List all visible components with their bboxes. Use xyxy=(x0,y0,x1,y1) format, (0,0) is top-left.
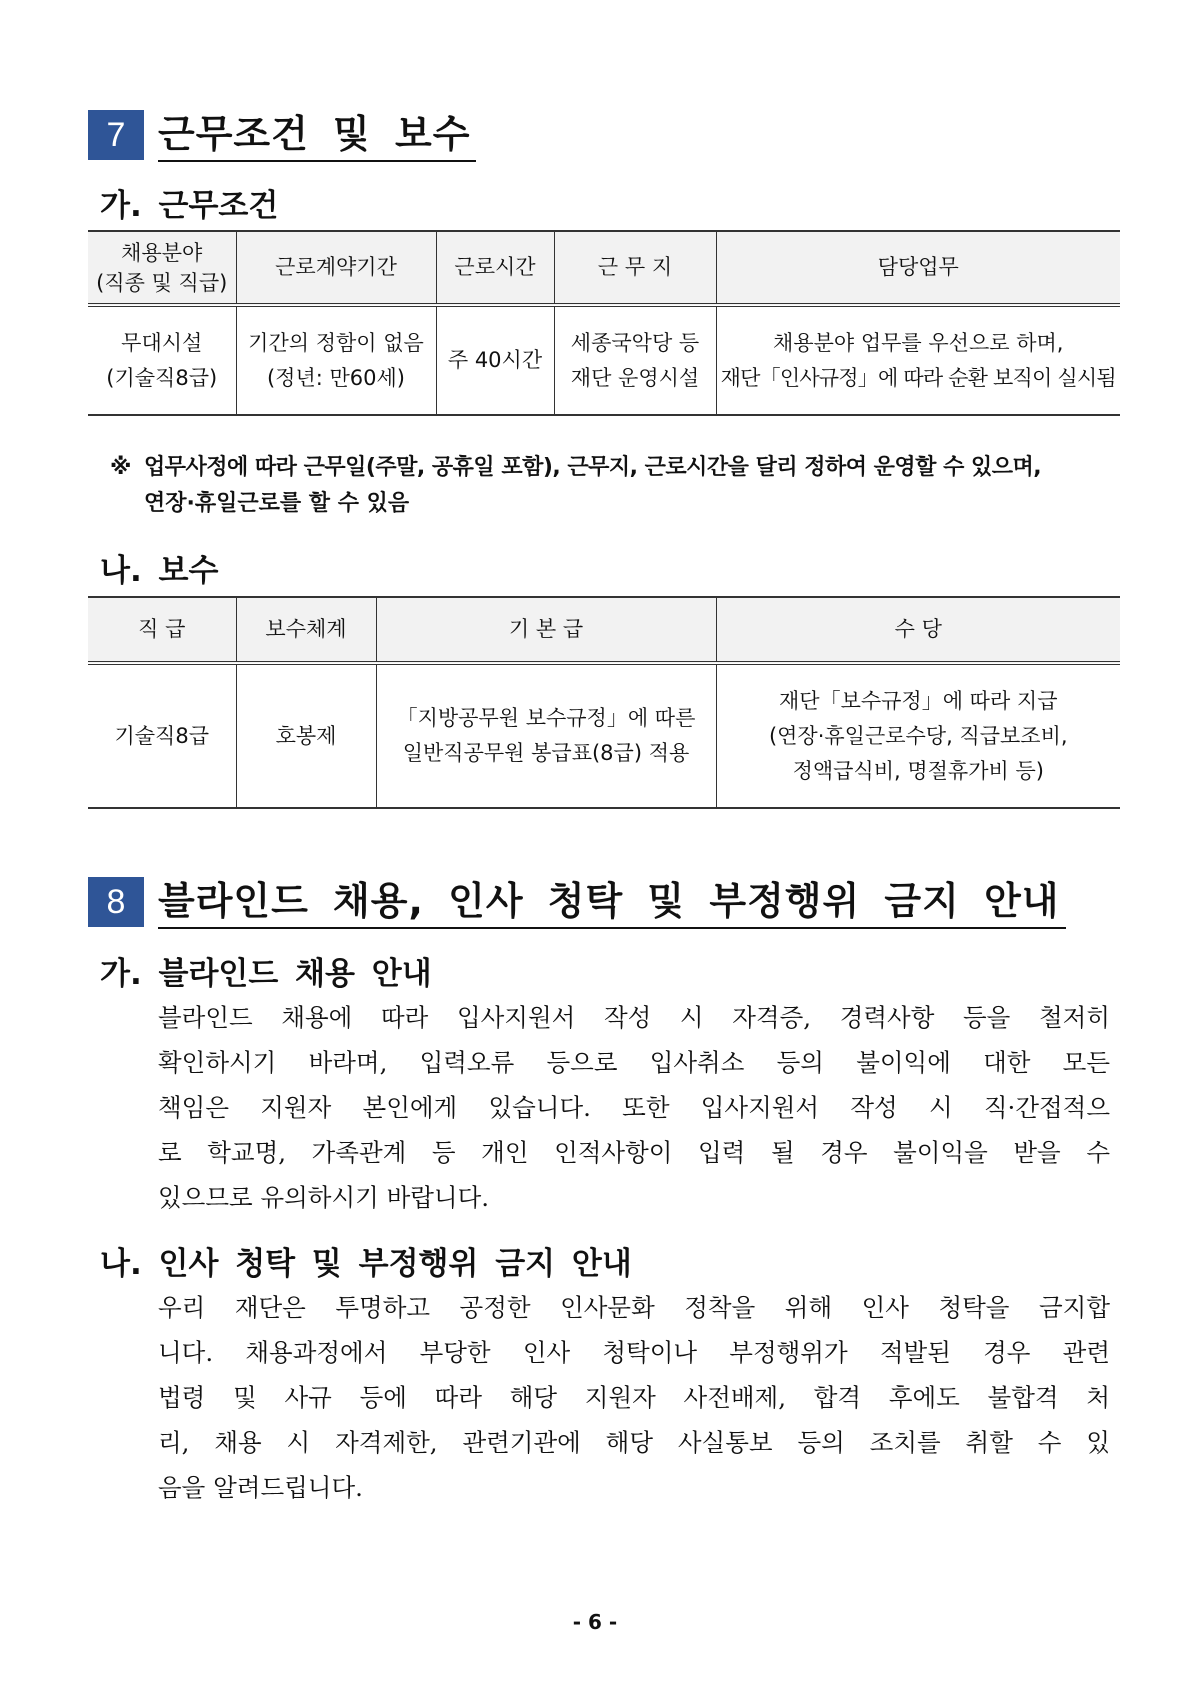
cell-text: 세종국악당 등 xyxy=(570,330,700,355)
cell-text: 일반직공무원 봉급표(8급) 적용 xyxy=(402,741,690,765)
header-cell: 보수체계 xyxy=(236,597,376,663)
cell-text: 「지방공무원 보수규정」에 따른 xyxy=(396,706,696,730)
paragraph-line: 니다. 채용과정에서 부당한 인사 청탁이나 부정행위가 적발된 경우 관련 xyxy=(158,1338,1110,1367)
cell-text: 정액급식비, 명절휴가비 등) xyxy=(792,758,1044,783)
paragraph-line: 음을 알려드립니다. xyxy=(158,1473,363,1502)
paragraph xyxy=(158,1285,1110,1510)
header-cell: 근 무 지 xyxy=(554,231,716,305)
cell-text: (기술직8급) xyxy=(106,365,218,390)
paragraph-line: 확인하시기 바라며, 입력오류 등으로 입사취소 등의 불이익에 대한 모든 xyxy=(158,1048,1110,1077)
table-cell xyxy=(88,305,236,415)
header-cell: 근로시간 xyxy=(436,231,554,305)
note-line xyxy=(110,450,1110,486)
table-row xyxy=(88,305,1120,415)
section-title: 블라인드 채용, 인사 청탁 및 부정행위 금지 안내 xyxy=(158,877,1066,929)
paragraph-line: 블라인드 채용에 따라 입사지원서 작성 시 자격증, 경력사항 등을 철저히 xyxy=(158,1003,1110,1032)
table-cell: 호봉제 xyxy=(236,663,376,808)
subsection-heading: 가. 근무조건 xyxy=(100,188,279,224)
table-header-row xyxy=(88,597,1120,663)
paragraph-line: 있으므로 유의하시기 바랍니다. xyxy=(158,1183,490,1212)
section-number-badge: 7 xyxy=(88,110,144,160)
cell-text: 기간의 정함이 없음 xyxy=(248,330,424,355)
header-cell xyxy=(88,231,236,305)
note-text: 연장·휴일근로를 할 수 있음 xyxy=(144,491,410,516)
paragraph-line: 우리 재단은 투명하고 공정한 인사문화 정착을 위해 인사 청탁을 금지합 xyxy=(158,1293,1110,1322)
paragraph-line: 법령 및 사규 등에 따라 해당 지원자 사전배제, 합격 후에도 불합격 처 xyxy=(158,1383,1110,1412)
work-conditions-table xyxy=(88,230,1120,416)
paragraph xyxy=(158,995,1110,1220)
cell-text: 재단「보수규정」에 따라 지급 xyxy=(779,688,1058,713)
cell-text: 채용분야 업무를 우선으로 하며, xyxy=(773,330,1064,355)
table-cell xyxy=(236,305,436,415)
table-cell xyxy=(716,305,1120,415)
table-cell xyxy=(376,663,716,808)
header-cell: 기 본 급 xyxy=(376,597,716,663)
page-number: - 6 - xyxy=(572,1610,618,1634)
header-cell: 수 당 xyxy=(716,597,1120,663)
table-cell: 주 40시간 xyxy=(436,305,554,415)
cell-text: 재단「인사규정」에 따라 순환 보직이 실시됨 xyxy=(720,365,1116,390)
cell-text: 무대시설 xyxy=(121,330,203,355)
pay-table xyxy=(88,596,1120,809)
header-cell: 직 급 xyxy=(88,597,236,663)
subsection-heading: 나. 인사 청탁 및 부정행위 금지 안내 xyxy=(100,1246,632,1282)
table-cell: 기술직8급 xyxy=(88,663,236,808)
reference-mark: ※ xyxy=(110,455,131,480)
cell-text: (정년: 만60세) xyxy=(266,365,405,390)
table-row xyxy=(88,663,1120,808)
cell-text: (연장·휴일근로수당, 직급보조비, xyxy=(768,723,1068,748)
section-number-badge: 8 xyxy=(88,877,144,927)
header-cell: 담당업무 xyxy=(716,231,1120,305)
header-text: (직종 및 직급) xyxy=(96,270,228,295)
note xyxy=(110,450,1110,522)
section-title: 근무조건 및 보수 xyxy=(158,110,476,162)
header-text: 채용분야 xyxy=(121,240,203,265)
paragraph-line: 책임은 지원자 본인에게 있습니다. 또한 입사지원서 작성 시 직·간접적으 xyxy=(158,1093,1110,1122)
table-header-row xyxy=(88,231,1120,305)
note-text: 업무사정에 따라 근무일(주말, 공휴일 포함), 근무지, 근로시간을 달리 정하여 운영할 수 있으며, xyxy=(144,455,1042,480)
subsection-heading: 나. 보수 xyxy=(100,553,219,589)
subsection-heading: 가. 블라인드 채용 안내 xyxy=(100,956,432,992)
table-cell xyxy=(554,305,716,415)
cell-text: 재단 운영시설 xyxy=(570,365,700,390)
paragraph-line: 로 학교명, 가족관계 등 개인 인적사항이 입력 될 경우 불이익을 받을 수 xyxy=(158,1138,1110,1167)
header-cell: 근로계약기간 xyxy=(236,231,436,305)
paragraph-line: 리, 채용 시 자격제한, 관련기관에 해당 사실통보 등의 조치를 취할 수 있 xyxy=(158,1428,1110,1457)
table-cell xyxy=(716,663,1120,808)
